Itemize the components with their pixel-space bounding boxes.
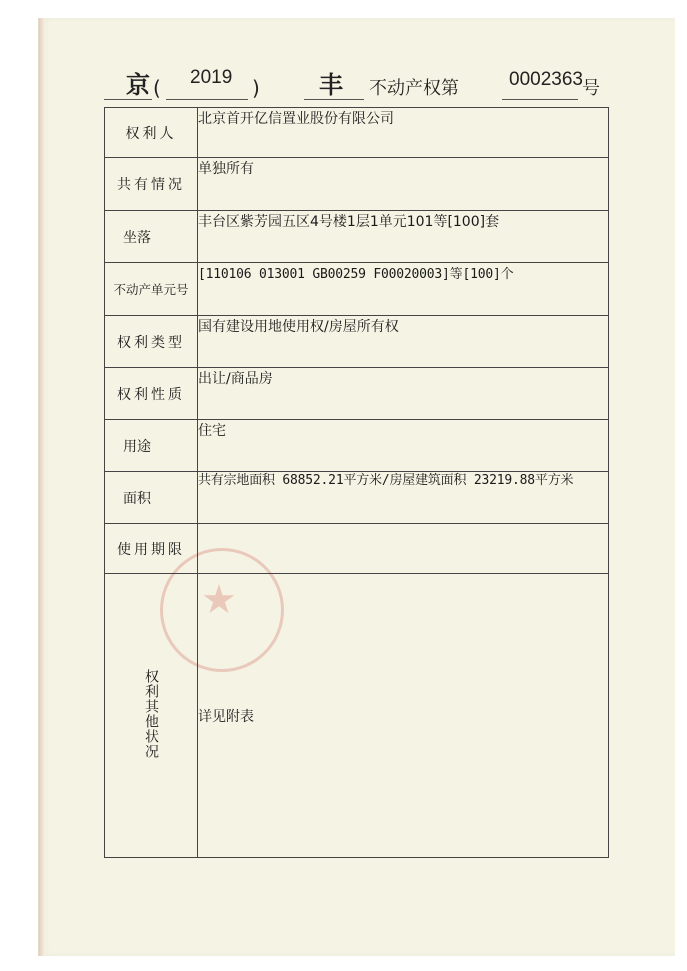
number-suffix: 号	[582, 78, 600, 99]
table-row	[105, 420, 609, 472]
certificate-header	[104, 60, 609, 104]
label-area	[105, 472, 198, 524]
label-other-status	[105, 574, 198, 858]
label-term: 使用期限	[105, 524, 198, 574]
certificate-number: 0002363	[509, 69, 583, 90]
rights-table	[104, 107, 609, 858]
table-row	[105, 158, 609, 211]
value-location: 丰台区紫芳园五区4号楼1层1单元101等[100]套	[198, 211, 609, 263]
label-unit-number: 不动产单元号	[105, 263, 198, 316]
label-usage-text: 用途	[123, 438, 151, 455]
certificate-year: 2019	[190, 67, 233, 88]
underline-year	[166, 99, 248, 100]
paren-open: (	[153, 76, 161, 100]
value-co-ownership: 单独所有	[198, 158, 609, 211]
table-row	[105, 472, 609, 524]
table-row	[105, 108, 609, 158]
label-usage	[105, 420, 198, 472]
table-row	[105, 368, 609, 420]
value-owner: 北京首开亿信置业股份有限公司	[198, 108, 609, 158]
value-area: 共有宗地面积 68852.21平方米/房屋建筑面积 23219.88平方米	[198, 472, 609, 524]
value-right-nature: 出让/商品房	[198, 368, 609, 420]
table-row	[105, 574, 609, 858]
label-location-text: 坐落	[123, 229, 151, 246]
label-co-ownership: 共有情况	[105, 158, 198, 211]
table-row	[105, 263, 609, 316]
paren-close: )	[252, 76, 260, 100]
region-char: 京	[126, 71, 150, 99]
label-location	[105, 211, 198, 263]
table-row	[105, 524, 609, 574]
underline-region	[104, 99, 152, 100]
value-term	[198, 524, 609, 574]
value-other-status: 详见附表	[198, 574, 609, 858]
value-right-type: 国有建设用地使用权/房屋所有权	[198, 316, 609, 368]
label-right-nature: 权利性质	[105, 368, 198, 420]
label-area-text: 面积	[123, 490, 151, 507]
label-owner: 权利人	[105, 108, 198, 158]
underline-number	[502, 99, 578, 100]
underline-district	[304, 99, 364, 100]
binding-gutter	[39, 18, 45, 956]
table-row	[105, 211, 609, 263]
value-usage: 住宅	[198, 420, 609, 472]
document-type: 不动产权第	[369, 78, 459, 99]
label-right-type: 权利类型	[105, 316, 198, 368]
table-row	[105, 316, 609, 368]
label-other-status-text: 权利其他状况	[143, 668, 159, 759]
value-unit-number: [110106 013001 GB00259 F00020003]等[100]个	[198, 263, 609, 316]
district-char: 丰	[319, 71, 343, 99]
